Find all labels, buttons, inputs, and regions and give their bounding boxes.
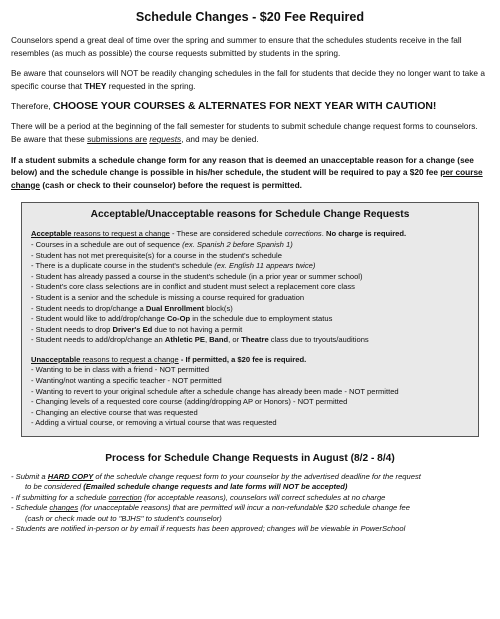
document-title: Schedule Changes - $20 Fee Required (135, 10, 365, 24)
list-item: - Student needs to add/drop/change an Athletic PE, Band, or Theatre class due to tryouts/auditions (31, 335, 369, 345)
caution-heading: CHOOSE YOUR COURSES & ALTERNATES FOR NEXT YEAR WITH CAUTION! (53, 101, 437, 113)
list-item: - Wanting to be in class with a friend - NOT permitted (31, 365, 210, 375)
list-item: - There is a duplicate course in the student's schedule (ex. English 11 appears twice) (31, 261, 316, 271)
intro-paragraph: Counselors spend a great deal of time over the spring and summer to ensure that the schedules students receive in the fall resembles (as much as possible) the course requests submitted by students in the spring. (11, 35, 462, 58)
list-item: - Student needs to drop/change a Dual Enrollment block(s) (31, 303, 233, 313)
they-emphasis: THEY (84, 80, 107, 91)
list-item: - Student is a senior and the schedule is missing a course required for graduation (31, 292, 305, 302)
list-item: - Wanting to revert to your original schedule after a schedule change has already been made - NOT permitted (31, 386, 399, 396)
process-title: Process for Schedule Change Requests in August (8/2 - 8/4) (105, 453, 395, 465)
list-item: - Student would like to add/drop/change Co-Op in the schedule due to employment status (31, 314, 333, 324)
list-item: - Student has already passed a course in the student's schedule (in a prior year or summer school) (31, 271, 363, 281)
process-list (11, 472, 489, 534)
warning-paragraph: Be aware that counselors will NOT be readily changing schedules in the fall for students that decide they no longer want to take a specific course that THEY requested in the spring. (11, 68, 485, 91)
list-item: - Changing levels of a requested core course (adding/dropping AP or Honors) - NOT permitted (31, 397, 348, 407)
list-item: - Student needs to drop Driver's Ed due to not having a permit (31, 324, 243, 334)
list-item: - Submit a HARD COPY of the schedule change request form to your counselor by the advertised deadline for the request (11, 472, 421, 482)
request-period-paragraph: There will be a period at the beginning of the fall semester for students to submit schedule change request forms to counselors. Be aware that these submissions are requests, and may be denied. (11, 121, 478, 144)
list-item-continuation: (cash or check made out to "BJHS" to student's counselor) (25, 513, 222, 523)
list-item: - Courses in a schedule are out of sequence (ex. Spanish 2 before Spanish 1) (31, 239, 293, 249)
list-item: - Wanting/not wanting a specific teacher - NOT permitted (31, 376, 222, 386)
list-item: - Student has not met prerequisite(s) for a course in the student's schedule (31, 250, 282, 260)
reasons-box (21, 202, 479, 437)
unacceptable-heading: Unacceptable reasons to request a change - If permitted, a $20 fee is required. (31, 354, 307, 364)
list-item: - Student's core class selections are in conflict and student must select a replacement core class (31, 282, 355, 292)
list-item: - Students are notified in-person or by email if requests has been approved; changes will be viewable in PowerSchool (11, 524, 406, 534)
list-item: - If submitting for a schedule correction (for acceptable reasons), counselors will correct schedules at no charge (11, 492, 386, 502)
acceptable-heading: Acceptable reasons to request a change - These are considered schedule corrections. No charge is required. (31, 229, 407, 239)
list-item: - Adding a virtual course, or removing a virtual course that was requested (31, 418, 277, 428)
reasons-box-title: Acceptable/Unacceptable reasons for Schedule Change Requests (90, 209, 410, 221)
list-item: - Schedule changes (for unacceptable reasons) that are permitted will incur a non-refundable $20 schedule change fee (11, 503, 410, 513)
list-item-continuation: to be considered (Emailed schedule change requests and late forms will NOT be accepted) (25, 482, 348, 492)
caution-paragraph: Therefore, CHOOSE YOUR COURSES & ALTERNATES FOR NEXT YEAR WITH CAUTION! (11, 101, 437, 113)
fee-paragraph: If a student submits a schedule change form for any reason that is deemed an unacceptable reason for a change (see below) and the schedule change is possible in his/her schedule, the student will be required to pay a $20 fee per course change (cash or check to their counselor) before the request is permitted. (11, 154, 483, 190)
list-item: - Changing an elective course that was requested (31, 407, 198, 417)
